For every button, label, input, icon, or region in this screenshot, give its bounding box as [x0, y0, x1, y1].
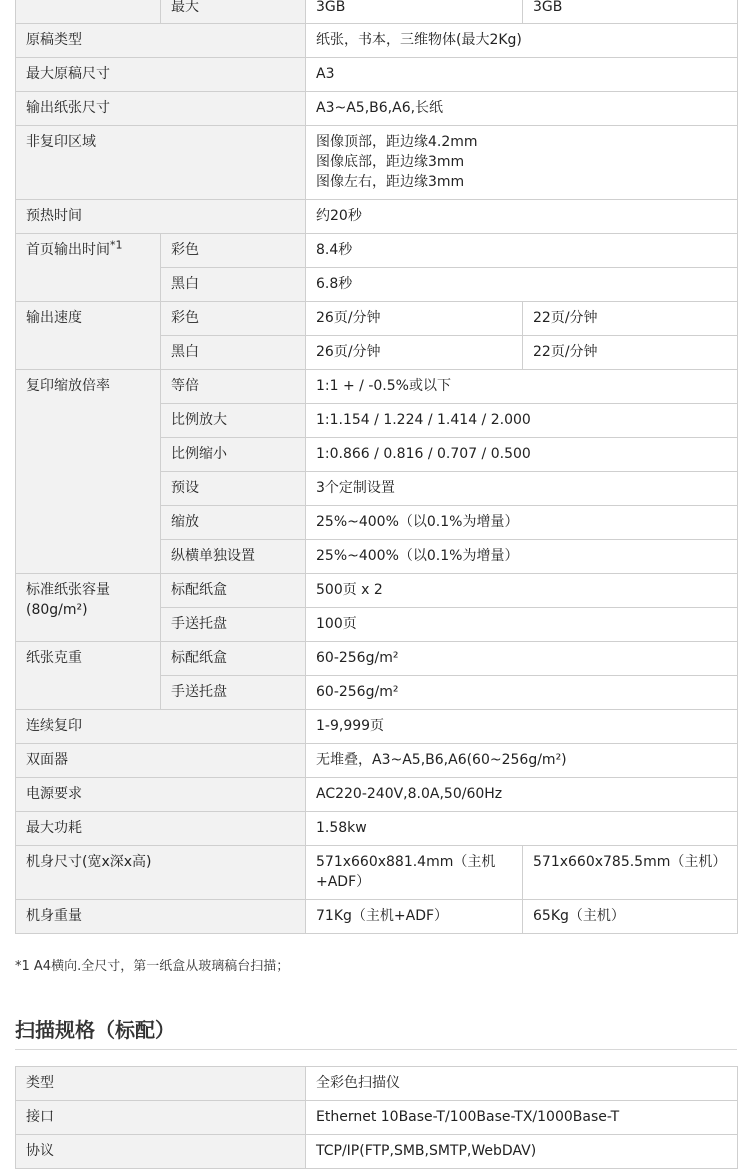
spec-value: 100页 [306, 608, 738, 642]
spec-value: 500页 x 2 [306, 574, 738, 608]
table-row [16, 778, 738, 812]
spec-label: 电源要求 [16, 778, 306, 812]
spec-label: 类型 [16, 1067, 306, 1101]
spec-value: 571x660x785.5mm（主机） [523, 846, 738, 900]
spec-value: 26页/分钟 [306, 336, 523, 370]
section-title: 扫描规格（标配） [15, 1018, 175, 1042]
table-row [16, 92, 738, 126]
spec-value: 6.8秒 [306, 268, 738, 302]
spec-label: 双面器 [16, 744, 306, 778]
spec-value: 3GB [523, 0, 738, 24]
spec-value: TCP/IP(FTP,SMB,SMTP,WebDAV) [306, 1135, 738, 1169]
spec-value [306, 126, 738, 200]
spec-sublabel: 手送托盘 [161, 676, 306, 710]
table-row [16, 744, 738, 778]
footnote: *1 A4横向.全尺寸，第一纸盒从玻璃稿台扫描； [15, 959, 290, 974]
spec-label: 协议 [16, 1135, 306, 1169]
spec-value: 25%~400%（以0.1%为增量） [306, 540, 738, 574]
spec-sublabel: 纵横单独设置 [161, 540, 306, 574]
spec-sublabel: 彩色 [161, 234, 306, 268]
spec-sublabel: 缩放 [161, 506, 306, 540]
spec-value: A3 [306, 58, 738, 92]
spec-sublabel: 等倍 [161, 370, 306, 404]
table-row [16, 574, 738, 608]
spec-value: 26页/分钟 [306, 302, 523, 336]
spec-label: 复印缩放倍率 [16, 370, 161, 574]
spec-value: 1-9,999页 [306, 710, 738, 744]
table-row [16, 200, 738, 234]
spec-value: 571x660x881.4mm（主机+ADF） [306, 846, 523, 900]
table-row [16, 234, 738, 268]
spec-sublabel: 最大 [161, 0, 306, 24]
spec-sublabel: 黑白 [161, 336, 306, 370]
spec-sublabel: 比例缩小 [161, 438, 306, 472]
spec-sublabel: 比例放大 [161, 404, 306, 438]
spec-label: 纸张克重 [16, 642, 161, 710]
spec-label [16, 0, 161, 24]
spec-value: 22页/分钟 [523, 336, 738, 370]
table-row [16, 642, 738, 676]
spec-label-line: (80g/m²) [26, 602, 88, 618]
table-row [16, 812, 738, 846]
spec-label: 最大原稿尺寸 [16, 58, 306, 92]
table-row [16, 1101, 738, 1135]
spec-value-line: 图像顶部，距边缘4.2mm [316, 134, 478, 150]
section-divider [15, 1049, 737, 1050]
table-row [16, 900, 738, 934]
spec-value: 71Kg（主机+ADF） [306, 900, 523, 934]
spec-value: 全彩色扫描仪 [306, 1067, 738, 1101]
scan-spec-table [15, 1066, 738, 1169]
table-row [16, 1135, 738, 1169]
spec-label: 机身重量 [16, 900, 306, 934]
spec-value: 1:1 + / -0.5%或以下 [306, 370, 738, 404]
footnote-marker: *1 [110, 238, 123, 252]
spec-label: 连续复印 [16, 710, 306, 744]
spec-value: 25%~400%（以0.1%为增量） [306, 506, 738, 540]
spec-label: 接口 [16, 1101, 306, 1135]
table-row [16, 710, 738, 744]
spec-value: 22页/分钟 [523, 302, 738, 336]
table-row [16, 24, 738, 58]
spec-value-line: 图像底部，距边缘3mm [316, 154, 465, 170]
spec-label: 输出速度 [16, 302, 161, 370]
table-row [16, 0, 738, 24]
spec-label: 非复印区域 [16, 126, 306, 200]
spec-label: 原稿类型 [16, 24, 306, 58]
spec-label: 预热时间 [16, 200, 306, 234]
table-row [16, 58, 738, 92]
table-row [16, 302, 738, 336]
table-row [16, 126, 738, 200]
spec-sublabel: 彩色 [161, 302, 306, 336]
spec-sublabel: 手送托盘 [161, 608, 306, 642]
spec-value: 1:0.866 / 0.816 / 0.707 / 0.500 [306, 438, 738, 472]
spec-label [16, 234, 161, 302]
spec-value: A3~A5,B6,A6,长纸 [306, 92, 738, 126]
spec-value: 60-256g/m² [306, 676, 738, 710]
spec-sublabel: 预设 [161, 472, 306, 506]
spec-label-text: 首页输出时间 [26, 242, 110, 258]
spec-value: 3GB [306, 0, 523, 24]
table-row [16, 846, 738, 900]
table-row [16, 1067, 738, 1101]
spec-value: 65Kg（主机） [523, 900, 738, 934]
spec-label [16, 574, 161, 642]
spec-value: 1.58kw [306, 812, 738, 846]
spec-value: 无堆叠，A3~A5,B6,A6(60~256g/m²) [306, 744, 738, 778]
copy-spec-table [15, 0, 738, 934]
spec-value: 约20秒 [306, 200, 738, 234]
spec-value: 纸张，书本，三维物体(最大2Kg) [306, 24, 738, 58]
spec-value: 3个定制设置 [306, 472, 738, 506]
spec-value: 8.4秒 [306, 234, 738, 268]
spec-sublabel: 黑白 [161, 268, 306, 302]
spec-sublabel: 标配纸盒 [161, 642, 306, 676]
spec-value: 60-256g/m² [306, 642, 738, 676]
spec-value: AC220-240V,8.0A,50/60Hz [306, 778, 738, 812]
spec-label: 机身尺寸(宽x深x高) [16, 846, 306, 900]
spec-label-line: 标准纸张容量 [26, 582, 110, 598]
spec-value: Ethernet 10Base-T/100Base-TX/1000Base-T [306, 1101, 738, 1135]
table-row [16, 370, 738, 404]
spec-label: 输出纸张尺寸 [16, 92, 306, 126]
spec-value: 1:1.154 / 1.224 / 1.414 / 2.000 [306, 404, 738, 438]
spec-label: 最大功耗 [16, 812, 306, 846]
spec-value-line: 图像左右，距边缘3mm [316, 174, 465, 190]
spec-sublabel: 标配纸盒 [161, 574, 306, 608]
